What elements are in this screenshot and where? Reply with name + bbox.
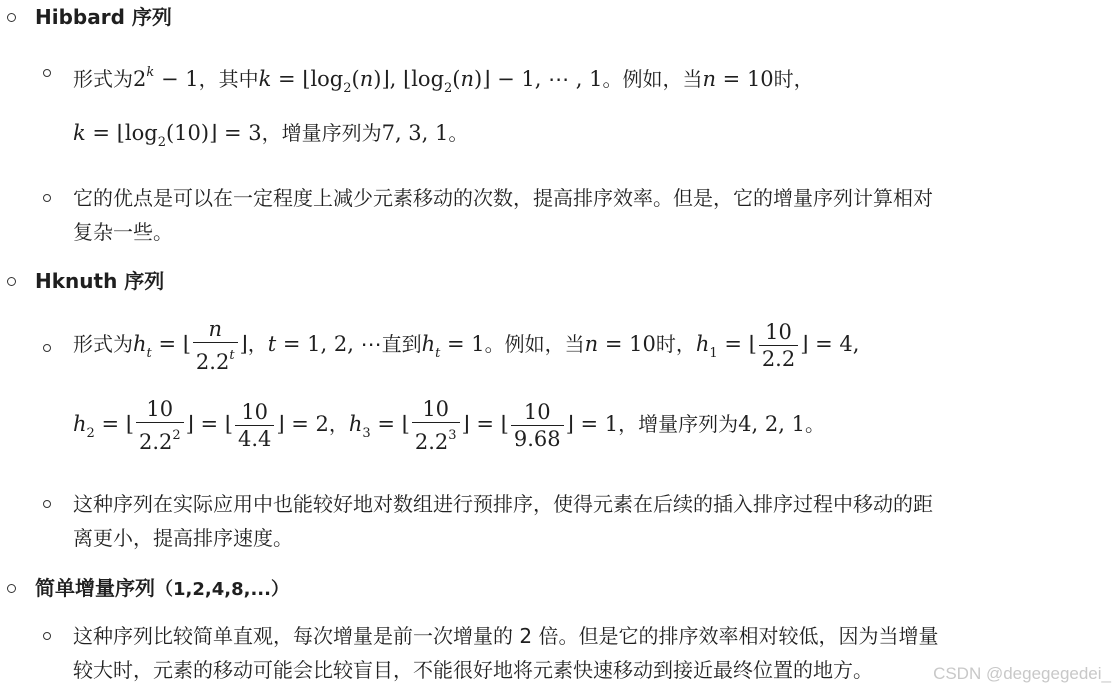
formula-math: $h_1$ = ⌊ $\frac{10}{2.2}$ ⌋ = 4, [695,320,860,371]
sequence-label: 增量序列为 [638,412,739,436]
formula-math: $k = ⌊\log_2(10)⌋ = 3$ [73,121,262,150]
formula-math: n = 10 [702,67,774,91]
bullet-circle-icon [43,632,51,640]
bullet-circle-icon [7,277,16,286]
bullet-circle-icon [7,13,16,22]
paragraph-line: 这种序列在实际应用中也能较好地对数组进行预排序，使得元素在后续的插入排序过程中移动的距 [73,492,933,516]
formula-math: $h_t = 1$ [421,332,485,361]
paragraph-line: 这种序列比较简单直观，每次增量是前一次增量的 2 倍。但是它的排序效率相对较低，因为当增量 [73,624,939,648]
bullet-circle-icon [43,500,51,508]
sequence-values: 4, 2, 1 [738,412,805,436]
formula-line: 形式为$2^k - 1$，其中$k = ⌊\log_2(n)⌋$, $⌊\log_2(n)⌋ - 1$, ⋯ , 1。例如，当n = 10时， [73,65,814,96]
paragraph-line: 它的优点是可以在一定程度上减少元素移动的次数，提高排序效率。但是，它的增量序列计算相对 [73,186,933,210]
formula-math: n = 10 [584,332,656,356]
formula-math: $h_3$ = ⌊ $\frac{10}{2.2^3}$ ⌋ = ⌊ $\frac{10}{9.68}$ ⌋ = 1 [348,397,619,454]
example-line: $k = ⌊\log_2(10)⌋ = 3$，增量序列为7, 3, 1。 [73,121,469,150]
watermark: CSDN @degegegedei_ [933,664,1111,683]
section-title-suffix: （1,2,4,8,...） [155,579,289,600]
formula-math: t = 1, 2, ⋯ [267,332,382,356]
formula-line: 形式为$h_t$ = ⌊ $\frac{n}{2.2^t}$ ⌋，t = 1, 2, ⋯直到$h_t = 1$。例如，当n = 10时，$h_1$ = ⌊ $\frac{10}{2.2}$ ⌋ = 4, [73,317,860,374]
paragraph-line: 离更小，提高排序速度。 [73,526,293,550]
bullet-circle-icon [43,344,51,352]
formula-prefix: 形式为 [73,67,133,91]
paragraph-line: 较大时，元素的移动可能会比较盲目，不能很好地将元素快速移动到接近最终位置的地方。 [73,658,873,682]
paragraph-line: 复杂一些。 [73,220,173,244]
bullet-circle-icon [7,584,16,593]
bullet-circle-icon [43,194,51,202]
formula-text: 。例如，当 [484,332,585,356]
formula-text: 其中 [218,67,259,91]
formula-prefix: 形式为 [73,332,133,356]
sequence-label: 增量序列为 [281,121,382,145]
section-title: 简单增量序列 [35,576,155,600]
section-title-line [35,573,289,605]
section-title: Hibbard 序列 [35,5,172,29]
formula-text: 直到 [381,332,422,356]
example-line: $h_2$ = ⌊ $\frac{10}{2.2^2}$ ⌋ = ⌊ $\frac{10}{4.4}$ ⌋ = 2，$h_3$ = ⌊ $\frac{10}{2.2^3}$ ⌋ = ⌊ $\frac{10}{9.68}$ ⌋ = 1，增量序列为4, 2, 1。 [73,397,825,454]
bullet-circle-icon [43,69,51,77]
formula-text: 时， [773,67,814,91]
formula-math: $k = ⌊\log_2(n)⌋$, $⌊\log_2(n)⌋ - 1$, ⋯ , 1 [258,67,603,96]
formula-math: $2^k - 1$ [133,65,199,91]
formula-text: 例如，当 [622,67,703,91]
formula-math: $h_t$ = ⌊ $\frac{n}{2.2^t}$ ⌋ [133,317,248,374]
sequence-values: 7, 3, 1 [381,121,449,145]
section-title: Hknuth 序列 [35,269,165,293]
formula-math: $h_2$ = ⌊ $\frac{10}{2.2^2}$ ⌋ = ⌊ $\frac{10}{4.4}$ ⌋ = 2 [73,397,329,454]
formula-text: 时， [655,332,696,356]
